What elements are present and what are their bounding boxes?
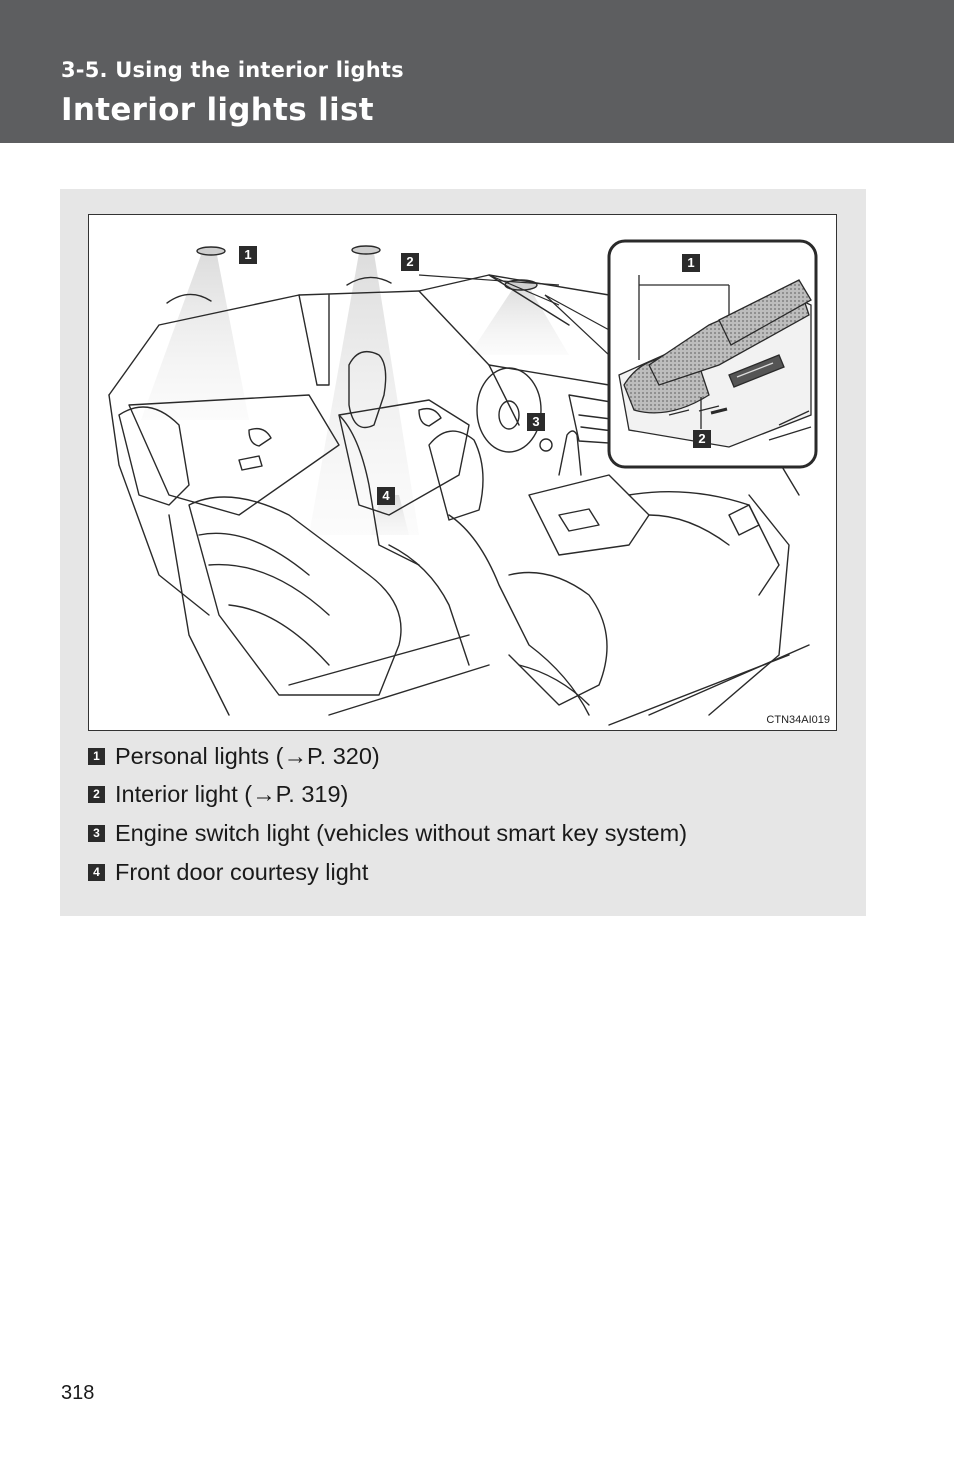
car-interior-drawing bbox=[89, 215, 837, 731]
legend-item bbox=[88, 741, 380, 771]
front-light-beam bbox=[469, 287, 569, 355]
legend-number-badge: 3 bbox=[88, 825, 105, 842]
interior-light-beam bbox=[309, 253, 419, 535]
legend-item bbox=[88, 818, 687, 848]
overhead-console-inset bbox=[609, 241, 816, 467]
legend-number-badge: 2 bbox=[88, 786, 105, 803]
legend-number-badge: 1 bbox=[88, 748, 105, 765]
legend-text: Personal lights (→P. 320) bbox=[115, 743, 380, 769]
section-label: 3-5. Using the interior lights bbox=[61, 58, 404, 82]
callout-2-main: 2 bbox=[401, 253, 419, 271]
callout-1-inset: 1 bbox=[682, 254, 700, 272]
callout-4-main: 4 bbox=[377, 487, 395, 505]
legend-text: Interior light (→P. 319) bbox=[115, 781, 349, 807]
callout-2-inset: 2 bbox=[693, 430, 711, 448]
page-title: Interior lights list bbox=[61, 92, 374, 128]
legend-number-badge: 4 bbox=[88, 864, 105, 881]
legend-text: Front door courtesy light bbox=[115, 859, 369, 885]
page-header bbox=[0, 0, 954, 143]
personal-light-beam bbox=[141, 255, 249, 420]
legend-text: Engine switch light (vehicles without smart key system) bbox=[115, 820, 688, 846]
legend-item bbox=[88, 857, 368, 887]
interior-illustration bbox=[88, 214, 837, 731]
figure-code: CTN34AI019 bbox=[766, 714, 830, 726]
page-number: 318 bbox=[61, 1382, 95, 1404]
callout-3-main: 3 bbox=[527, 413, 545, 431]
callout-1-main: 1 bbox=[239, 246, 257, 264]
legend-item bbox=[88, 779, 348, 809]
